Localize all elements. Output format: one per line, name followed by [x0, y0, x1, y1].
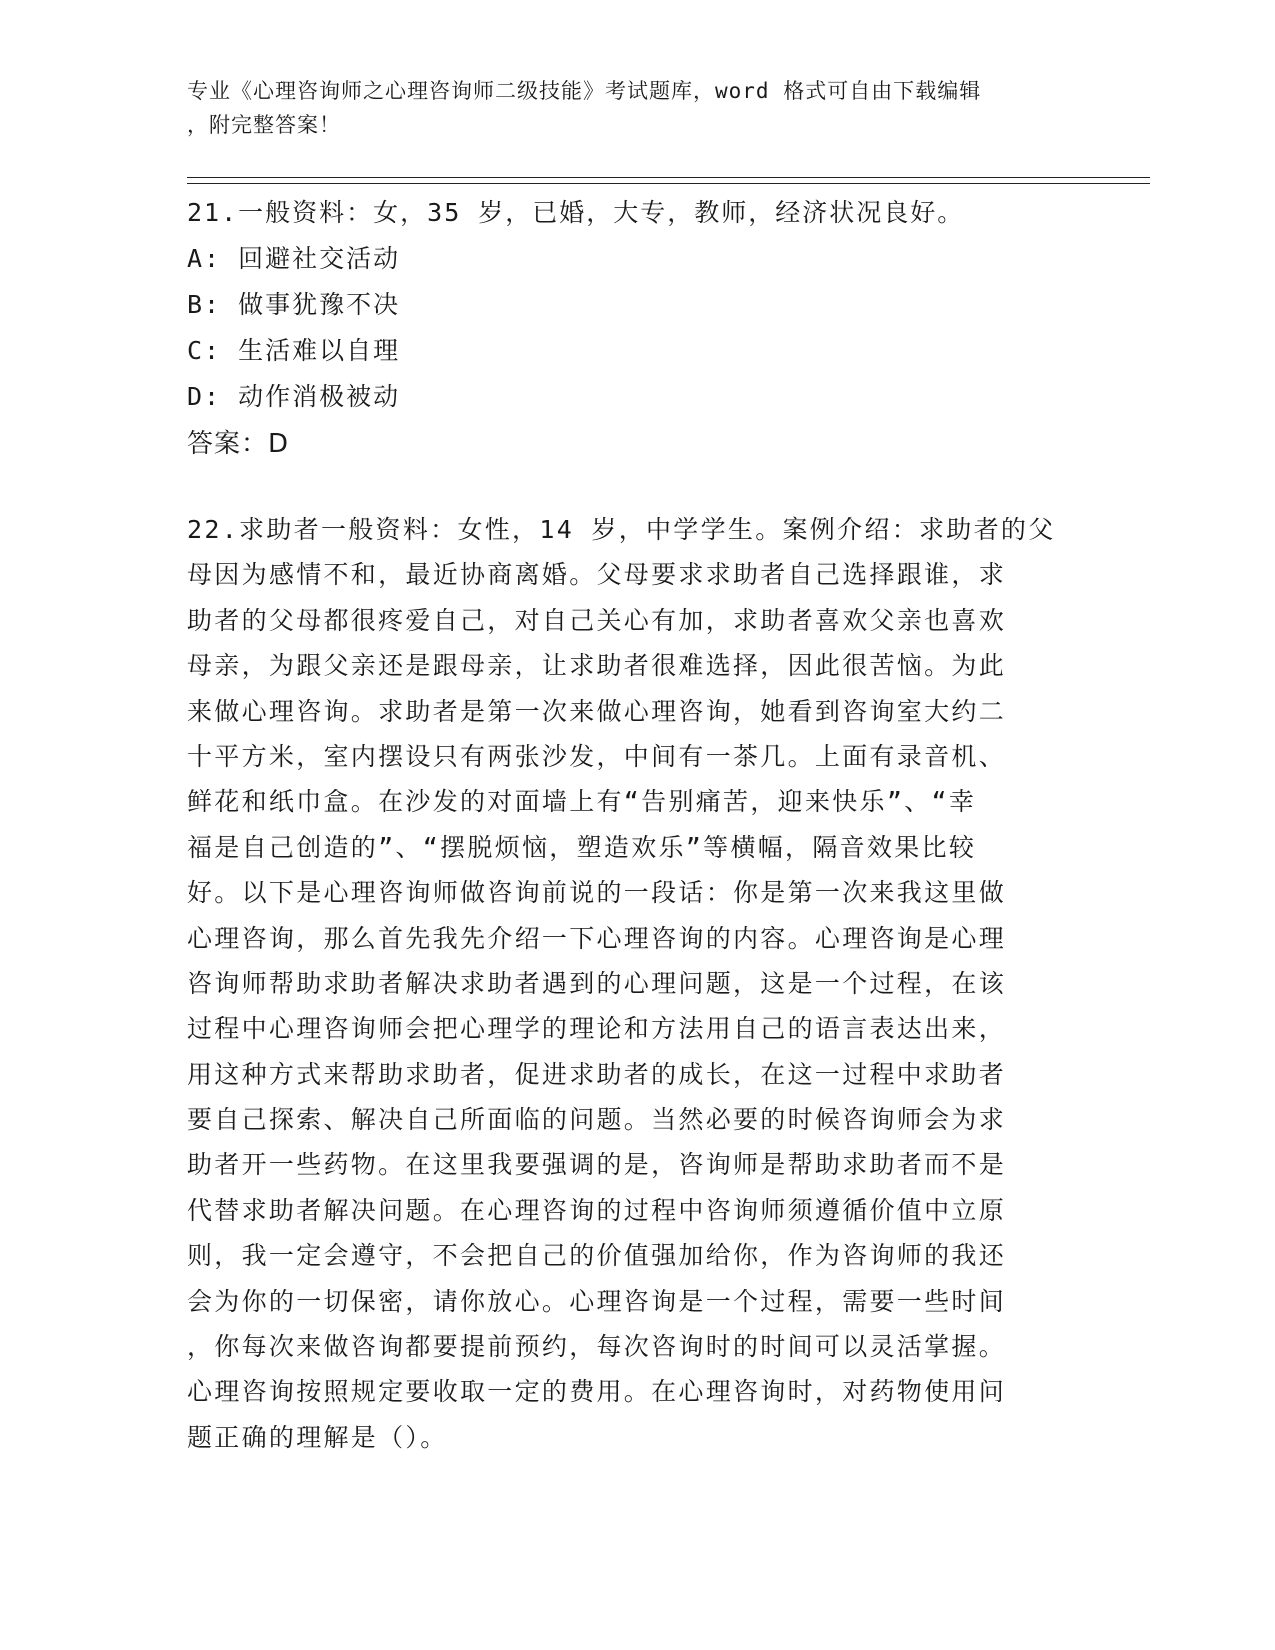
question-text-line: 助者开一些药物。在这里我要强调的是，咨询师是帮助求助者而不是: [187, 1150, 1007, 1180]
question-text-line: 题正确的理解是（）。: [187, 1422, 448, 1452]
option-b: B: 做事犹豫不决: [187, 290, 401, 319]
header-rule-top: [187, 177, 1150, 178]
header-line-2: ，附完整答案！: [187, 113, 341, 137]
question-text-line: 要自己探索、解决自己所面临的问题。当然必要的时候咨询师会为求: [187, 1105, 1007, 1135]
question-text-line: 代替求助者解决问题。在心理咨询的过程中咨询师须遵循价值中立原: [187, 1195, 1007, 1225]
question-text-line: 母亲，为跟父亲还是跟母亲，让求助者很难选择，因此很苦恼。为此: [187, 651, 1007, 681]
answer-line: 答案：D: [187, 429, 290, 459]
question-text-line: 会为你的一切保密，请你放心。心理咨询是一个过程，需要一些时间: [187, 1286, 1007, 1316]
question-text-line: 心理咨询按照规定要收取一定的费用。在心理咨询时，对药物使用问: [187, 1377, 1007, 1407]
header-rule-bottom: [187, 183, 1150, 184]
option-a: A: 回避社交活动: [187, 244, 401, 273]
question-text-line: 咨询师帮助求助者解决求助者遇到的心理问题，这是一个过程，在该: [187, 968, 1007, 998]
question-text-line: 十平方米，室内摆设只有两张沙发，中间有一茶几。上面有录音机、: [187, 741, 1007, 771]
question-text-line: 助者的父母都很疼爱自己，对自己关心有加，求助者喜欢父亲也喜欢: [187, 605, 1007, 635]
document-header: [187, 74, 1067, 142]
question-text-line: 鲜花和纸巾盒。在沙发的对面墙上有“告别痛苦，迎来快乐”、“幸: [187, 787, 977, 817]
question-text-line: 福是自己创造的”、“摆脱烦恼，塑造欢乐”等横幅，隔音效果比较: [187, 832, 977, 862]
question-text-line: 来做心理咨询。求助者是第一次来做心理咨询，她看到咨询室大约二: [187, 696, 1007, 726]
question-text-line: 22.求助者一般资料：女性，14 岁，中学学生。案例介绍：求助者的父: [187, 515, 1056, 544]
question-text-line: 好。以下是心理咨询师做咨询前说的一段话：你是第一次来我这里做: [187, 878, 1007, 908]
header-line-1: 专业《心理咨询师之心理咨询师二级技能》考试题库，word 格式可自由下载编辑: [187, 79, 982, 103]
question-stem: 21.一般资料：女，35 岁，已婚，大专，教师，经济状况良好。: [187, 198, 965, 227]
question-text-line: 母因为感情不和，最近协商离婚。父母要求求助者自己选择跟谁，求: [187, 560, 1007, 590]
option-d: D: 动作消极被动: [187, 382, 401, 411]
option-c: C: 生活难以自理: [187, 336, 401, 365]
question-text-line: 则，我一定会遵守，不会把自己的价值强加给你，作为咨询师的我还: [187, 1241, 1007, 1271]
question-22: [187, 507, 1087, 1460]
question-text-line: 过程中心理咨询师会把心理学的理论和方法用自己的语言表达出来，: [187, 1014, 1007, 1044]
question-text-line: ，你每次来做咨询都要提前预约，每次咨询时的时间可以灵活掌握。: [187, 1332, 1007, 1362]
question-text-line: 用这种方式来帮助求助者，促进求助者的成长，在这一过程中求助者: [187, 1059, 1007, 1089]
question-text-line: 心理咨询，那么首先我先介绍一下心理咨询的内容。心理咨询是心理: [187, 923, 1007, 953]
question-21: [187, 190, 1087, 468]
